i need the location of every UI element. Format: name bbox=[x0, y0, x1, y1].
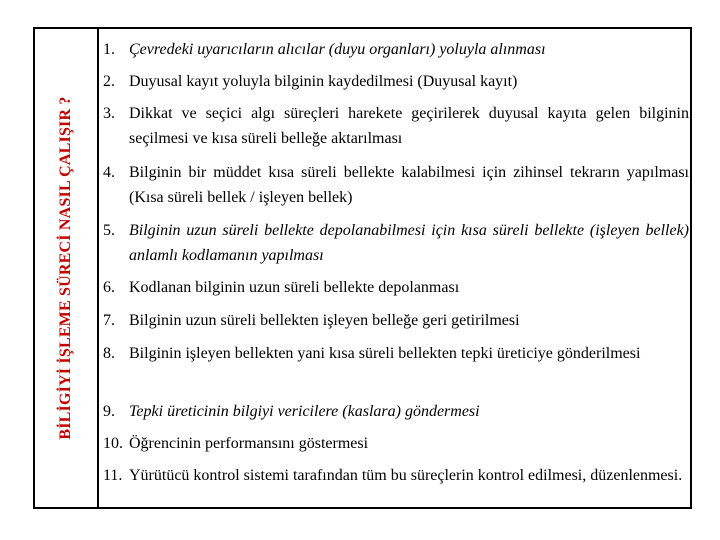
item-number: 5. bbox=[103, 222, 115, 239]
list-item bbox=[101, 308, 689, 333]
item-number: 2. bbox=[103, 73, 115, 90]
item-number: 1. bbox=[103, 41, 115, 58]
item-number: 11. bbox=[103, 467, 123, 484]
item-number: 7. bbox=[103, 312, 115, 329]
item-text: Kodlanan bilginin uzun süreli bellekte depolanması bbox=[129, 279, 460, 296]
item-number: 4. bbox=[103, 164, 115, 181]
item-text: Bilginin işleyen bellekten yani kısa süreli bellekten tepki üreticiye gönderilmesi bbox=[129, 345, 641, 362]
list-item bbox=[101, 431, 689, 456]
list-item bbox=[101, 160, 689, 210]
item-text: Çevredeki uyarıcıların alıcılar (duyu organları) yoluyla alınması bbox=[129, 41, 546, 58]
item-text: Duyusal kayıt yoluyla bilginin kaydedilmesi (Duyusal kayıt) bbox=[129, 73, 518, 90]
item-number: 10. bbox=[103, 435, 123, 452]
list-item bbox=[101, 37, 689, 62]
item-number: 8. bbox=[103, 345, 115, 362]
item-text: Dikkat ve seçici algı süreçleri harekete geçirilerek duyusal kayıta gelen bilginin seçilmesi ve kısa süreli belleğe aktarılması bbox=[129, 105, 689, 147]
item-number: 6. bbox=[103, 279, 115, 296]
process-steps-list bbox=[101, 29, 691, 507]
item-text: Tepki üreticinin bilgiyi vericilere (kaslara) göndermesi bbox=[129, 403, 480, 420]
item-text: Bilginin uzun süreli bellekte depolanabilmesi için kısa süreli bellekte (işleyen bellek) anlamlı kodlamanın yapılması bbox=[129, 222, 689, 264]
list-item bbox=[101, 341, 689, 366]
item-number: 9. bbox=[103, 403, 115, 420]
item-number: 3. bbox=[103, 105, 115, 122]
list-item bbox=[101, 399, 689, 424]
list-item bbox=[101, 69, 689, 94]
list-item bbox=[101, 463, 689, 488]
list-item bbox=[101, 275, 689, 300]
list-item bbox=[101, 218, 689, 268]
item-text: Bilginin bir müddet kısa süreli bellekte kalabilmesi için zihinsel tekrarın yapılması (Kısa süreli bellek / işleyen bellek) bbox=[129, 164, 689, 206]
item-text: Bilginin uzun süreli bellekten işleyen belleğe geri getirilmesi bbox=[129, 312, 520, 329]
side-title-cell bbox=[35, 29, 99, 507]
content-frame bbox=[33, 27, 692, 509]
side-title: BİLİGİYİ İŞLEME SÜRECİ NASIL ÇALIŞIR ? bbox=[57, 96, 74, 440]
item-text: Öğrencinin performansını göstermesi bbox=[129, 435, 369, 452]
list-item bbox=[101, 101, 689, 151]
item-text: Yürütücü kontrol sistemi tarafından tüm bu süreçlerin kontrol edilmesi, düzenlenmesi. bbox=[129, 467, 683, 484]
